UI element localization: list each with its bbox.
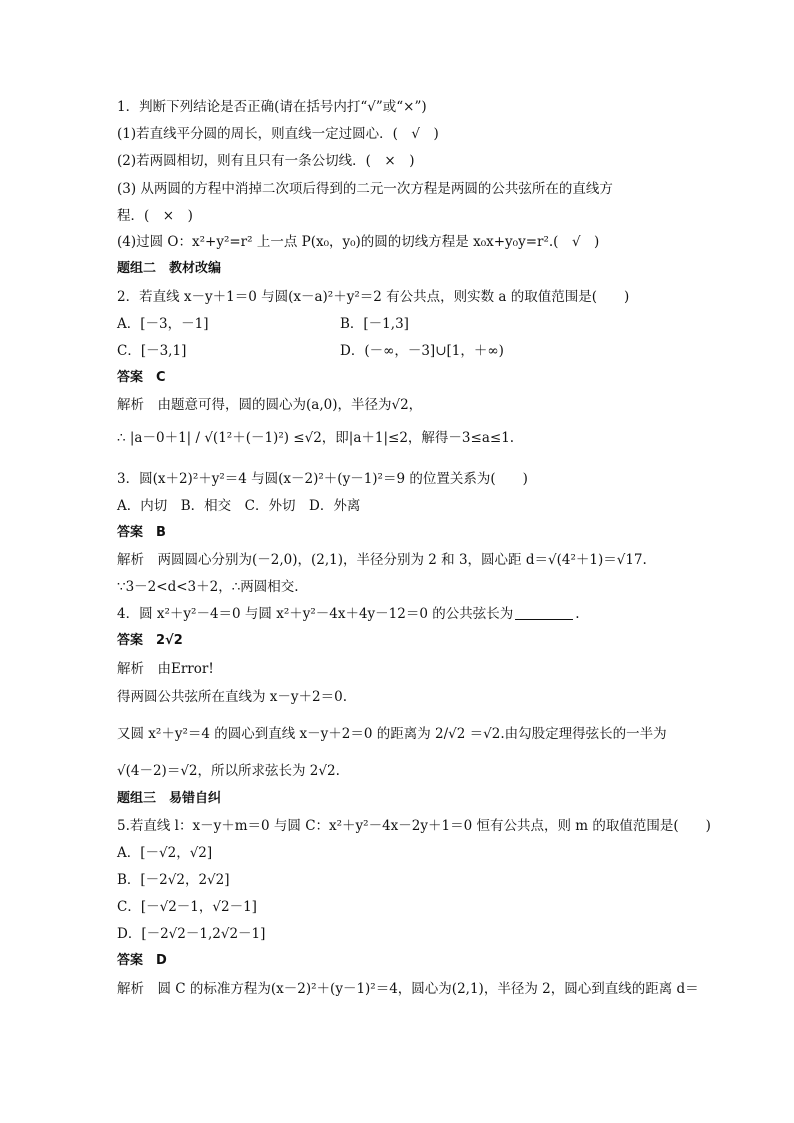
- q5-stem: 5.若直线 l：x－y＋m＝0 与圆 C：x²＋y²－4x－2y＋1＝0 恒有公共点，则 m 的取值范围是( ): [117, 818, 711, 834]
- q2-option-b: B．[－1,3]: [340, 316, 409, 332]
- q1-item-3-cont: 程．( × ): [117, 208, 193, 224]
- q1-item-3: (3) 从两圆的方程中消掉二次项后得到的二元一次方程是两圆的公共弦所在的直线方: [117, 181, 613, 197]
- q4-stem: [117, 605, 683, 623]
- q4-analysis-2: 得两圆公共弦所在直线为 x－y＋2＝0.: [117, 689, 348, 705]
- q5-option-c: C．[－√2－1，√2－1]: [117, 899, 257, 915]
- q1-item-1: (1)若直线平分圆的周长，则直线一定过圆心．( √ ): [117, 126, 439, 142]
- q4-analysis-4: √(4－2)＝√2，所以所求弦长为 2√2.: [117, 763, 340, 779]
- q4-answer: 答案 2√2: [117, 633, 183, 648]
- q5-analysis-1: 解析 圆 C 的标准方程为(x－2)²＋(y－1)²＝4，圆心为(2,1)，半径为 2，圆心到直线的距离 d＝: [117, 981, 699, 997]
- q3-answer: 答案 B: [117, 525, 166, 540]
- q1-stem: 1．判断下列结论是否正确(请在括号内打“√”或“×”): [117, 99, 427, 115]
- q2-option-d: D．(－∞，－3]∪[1，＋∞): [340, 343, 504, 359]
- q3-analysis-2: ∵3－2<d<3＋2，∴两圆相交.: [117, 579, 299, 595]
- q4-analysis-1: 解析 由Error!: [117, 661, 214, 677]
- q4-analysis-3: 又圆 x²＋y²＝4 的圆心到直线 x－y＋2＝0 的距离为 2/√2 ＝√2.由勾股定理得弦长的一半为: [117, 726, 667, 742]
- q2-answer: 答案 C: [117, 370, 166, 385]
- q4-stem-text: 4．圆 x²＋y²－4＝0 与圆 x²＋y²－4x＋4y－12＝0 的公共弦长为: [117, 606, 514, 622]
- q2-option-c: C．[－3,1]: [117, 343, 187, 359]
- section-heading-2: 题组二 教材改编: [117, 261, 222, 276]
- q2-option-a: A．[－3，－1]: [117, 316, 209, 332]
- q3-options: A．内切 B．相交 C．外切 D．外离: [117, 498, 361, 514]
- section-heading-3: 题组三 易错自纠: [117, 791, 222, 806]
- q3-analysis-1: 解析 两圆圆心分别为(－2,0)，(2,1)，半径分别为 2 和 3，圆心距 d＝√(4²＋1)＝√17.: [117, 552, 647, 568]
- q2-analysis-2: ∴ |a－0＋1| / √(1²＋(－1)²) ≤√2，即|a＋1|≤2，解得－3≤a≤1.: [117, 430, 515, 446]
- q5-option-d: D．[－2√2－1,2√2－1]: [117, 926, 266, 942]
- q5-answer: 答案 D: [117, 953, 167, 968]
- q2-options-row-1: [117, 315, 683, 333]
- answer-blank: [515, 605, 573, 620]
- q1-item-2: (2)若两圆相切，则有且只有一条公切线．( × ): [117, 153, 415, 169]
- q2-options-row-2: [117, 342, 683, 360]
- q5-option-a: A．[－√2，√2]: [117, 845, 213, 861]
- q4-stem-end: .: [575, 606, 580, 622]
- q1-item-4: (4)过圆 O：x²+y²=r² 上一点 P(x₀，y₀)的圆的切线方程是 x₀x+y₀y=r².( √ ): [117, 234, 600, 250]
- q2-analysis-1: 解析 由题意可得，圆的圆心为(a,0)，半径为√2，: [117, 397, 423, 413]
- q2-stem: 2．若直线 x－y＋1＝0 与圆(x－a)²＋y²＝2 有公共点，则实数 a 的取值范围是( ): [117, 289, 630, 305]
- q5-option-b: B．[－2√2，2√2]: [117, 872, 230, 888]
- q3-stem: 3．圆(x＋2)²＋y²＝4 与圆(x－2)²＋(y－1)²＝9 的位置关系为( ): [117, 471, 528, 487]
